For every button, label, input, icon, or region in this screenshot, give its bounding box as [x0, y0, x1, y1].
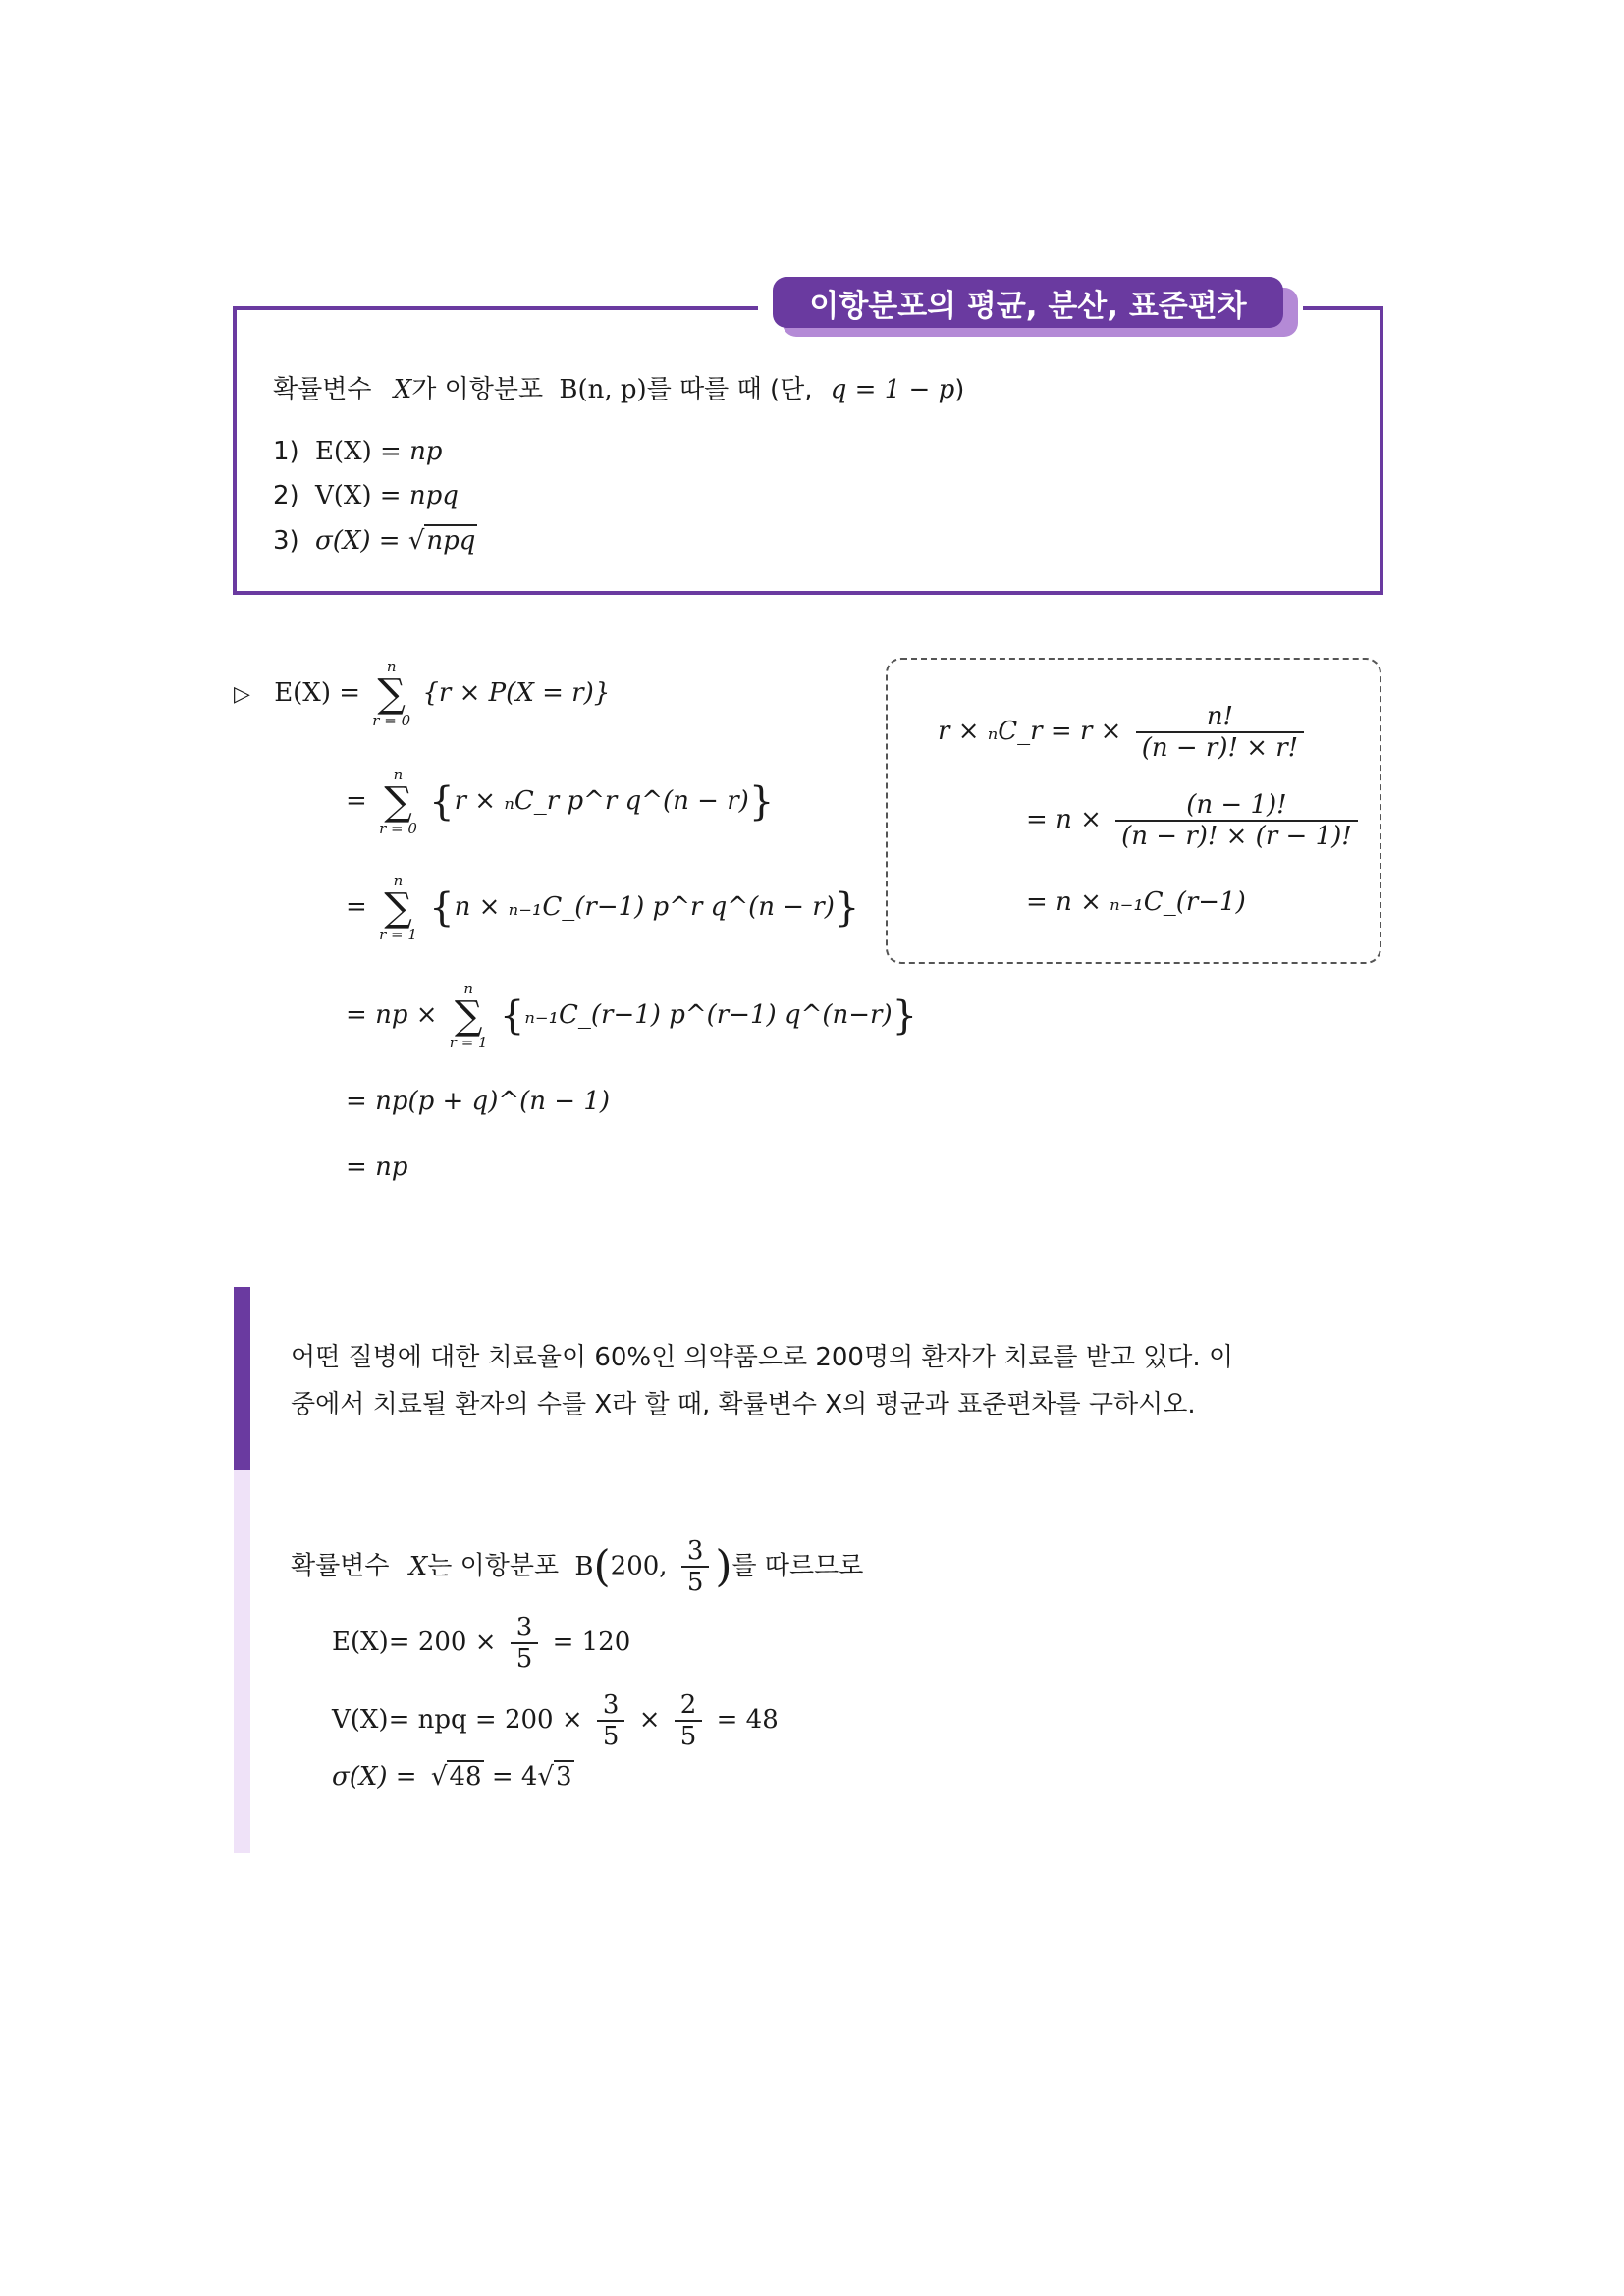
- aside-line3-expr: n × ₙ₋₁C_(r−1): [1056, 887, 1246, 917]
- proof-step-4: = np × n ∑ r = 1 {ₙ₋₁C_(r−1) p^(r−1) q^(n−r)}: [346, 980, 918, 1051]
- item-lhs: σ(X): [314, 526, 371, 556]
- proof-expr: {r × P(X = r)}: [422, 678, 611, 708]
- item-rhs: npq: [408, 481, 459, 510]
- theorem-item-1: 1) E(X) = np: [273, 437, 443, 466]
- stddev-mid: = 4: [491, 1762, 538, 1791]
- proof-step-6: = np: [346, 1152, 408, 1182]
- solution-mean: [332, 1613, 630, 1674]
- proof-step-5: = np(p + q)^(n − 1): [346, 1087, 611, 1116]
- theorem-intro: [273, 369, 964, 405]
- problem-line-2: 중에서 치료될 환자의 수를 X라 할 때, 확률변수 X의 평균과 표준편차를 구하시오.: [291, 1390, 1196, 1419]
- variance-frac-2: $\frac{2}{5}$: [675, 1690, 703, 1751]
- sol-intro-post: 를 따르므로: [731, 1551, 864, 1581]
- proof-marker: ▷: [234, 682, 250, 707]
- proof-step-1: ▷ E(X) = n ∑ r = 0 {r × P(X = r)}: [234, 658, 611, 729]
- intro-cond: q = 1 − p: [830, 375, 955, 404]
- intro-post: 를 따를 때 (단,: [646, 375, 813, 404]
- item-lhs: E(X): [314, 437, 372, 466]
- intro-dist: B(n, p): [559, 375, 647, 404]
- intro-var: X: [393, 375, 412, 404]
- problem-line-1: 어떤 질병에 대한 치료율이 60%인 의약품으로 200명의 환자가 치료를 받고 있다. 이: [291, 1343, 1234, 1372]
- item-num: 3): [273, 526, 299, 556]
- variance-frac-1: $\frac{3}{5}$: [597, 1690, 625, 1751]
- proof-expr: r × ₙC_r p^r q^(n − r): [454, 786, 749, 816]
- stddev-lhs: σ(X) =: [332, 1762, 417, 1791]
- intro-mid: 가 이항분포: [411, 375, 544, 404]
- proof-expr: np(p + q)^(n − 1): [375, 1087, 611, 1116]
- proof-lhs: E(X): [274, 678, 331, 708]
- intro-close: ): [954, 375, 965, 404]
- proof-step-3: = n ∑ r = 1 {n × ₙ₋₁C_(r−1) p^r q^(n − r)}: [346, 872, 860, 943]
- mean-rhs: = 120: [552, 1628, 631, 1657]
- aside-line-3: = n × ₙ₋₁C_(r−1): [1026, 887, 1246, 917]
- variance-rhs: = 48: [716, 1705, 779, 1735]
- solution-variance: [332, 1690, 779, 1751]
- proof-step-2: = n ∑ r = 0 {r × ₙC_r p^r q^(n − r)}: [346, 766, 775, 837]
- item-lhs: V(X): [314, 481, 372, 510]
- aside-line-1: r × ₙC_r = r × $\frac{n!}{(n - r)! \times r!}$: [938, 702, 1310, 763]
- sol-frac: $\frac{3}{5}$: [681, 1536, 710, 1597]
- mean-frac: $\frac{3}{5}$: [511, 1613, 539, 1674]
- sum-symbol: n ∑ r = 0: [379, 766, 417, 837]
- sum-symbol: n ∑ r = 1: [449, 980, 488, 1051]
- sol-intro-pre: 확률변수: [291, 1551, 390, 1581]
- item-rhs: npq: [426, 526, 476, 556]
- sqrt-sign: √: [407, 526, 425, 556]
- theorem-item-3: 3) σ(X) = √npq: [273, 526, 476, 556]
- stddev-rad2: 3: [555, 1762, 572, 1791]
- item-rhs: np: [409, 437, 443, 466]
- problem-bar: [234, 1287, 250, 1470]
- sol-intro-var: X: [408, 1551, 428, 1581]
- aside-frac-2: $\frac{(n - 1)!}{(n - r)! \times (r - 1)!}$: [1115, 790, 1358, 851]
- aside-frac-1: $\frac{n!}{(n - r)! \times r!}$: [1136, 702, 1304, 763]
- aside-lhs: r × ₙC_r: [938, 717, 1043, 746]
- intro-pre: 확률변수: [273, 375, 372, 404]
- proof-prefix: np ×: [375, 1000, 438, 1030]
- theorem-title: 이항분포의 평균, 분산, 표준편차: [773, 277, 1283, 328]
- solution-stddev: σ(X) = √48 = 4√3: [332, 1762, 572, 1791]
- sum-symbol: n ∑ r = 0: [372, 658, 411, 729]
- proof-expr: n × ₙ₋₁C_(r−1) p^r q^(n − r): [454, 892, 835, 922]
- proof-expr: np: [375, 1152, 408, 1182]
- solution-bar: [234, 1470, 250, 1853]
- mean-lhs: E(X)= 200 ×: [332, 1628, 497, 1657]
- sum-symbol: n ∑ r = 1: [379, 872, 417, 943]
- sol-intro-mid: 는 이항분포: [427, 1551, 560, 1581]
- solution-intro: 확률변수 X는 이항분포 B(200, $\frac{3}{5}$ )를 따르므로: [291, 1536, 864, 1597]
- theorem-item-2: 2) V(X) = npq: [273, 481, 459, 510]
- item-num: 1): [273, 437, 299, 466]
- stddev-rad1: 48: [449, 1762, 482, 1791]
- sol-dist-n: 200,: [610, 1551, 668, 1581]
- variance-lhs: V(X)= npq = 200 ×: [332, 1705, 583, 1735]
- aside-line-2: = n × $\frac{(n - 1)!}{(n - r)! \times (r - 1)!}$: [1026, 790, 1364, 851]
- proof-expr: ₙ₋₁C_(r−1) p^(r−1) q^(n−r): [524, 1000, 893, 1030]
- item-num: 2): [273, 481, 299, 510]
- variance-times: ×: [638, 1705, 661, 1735]
